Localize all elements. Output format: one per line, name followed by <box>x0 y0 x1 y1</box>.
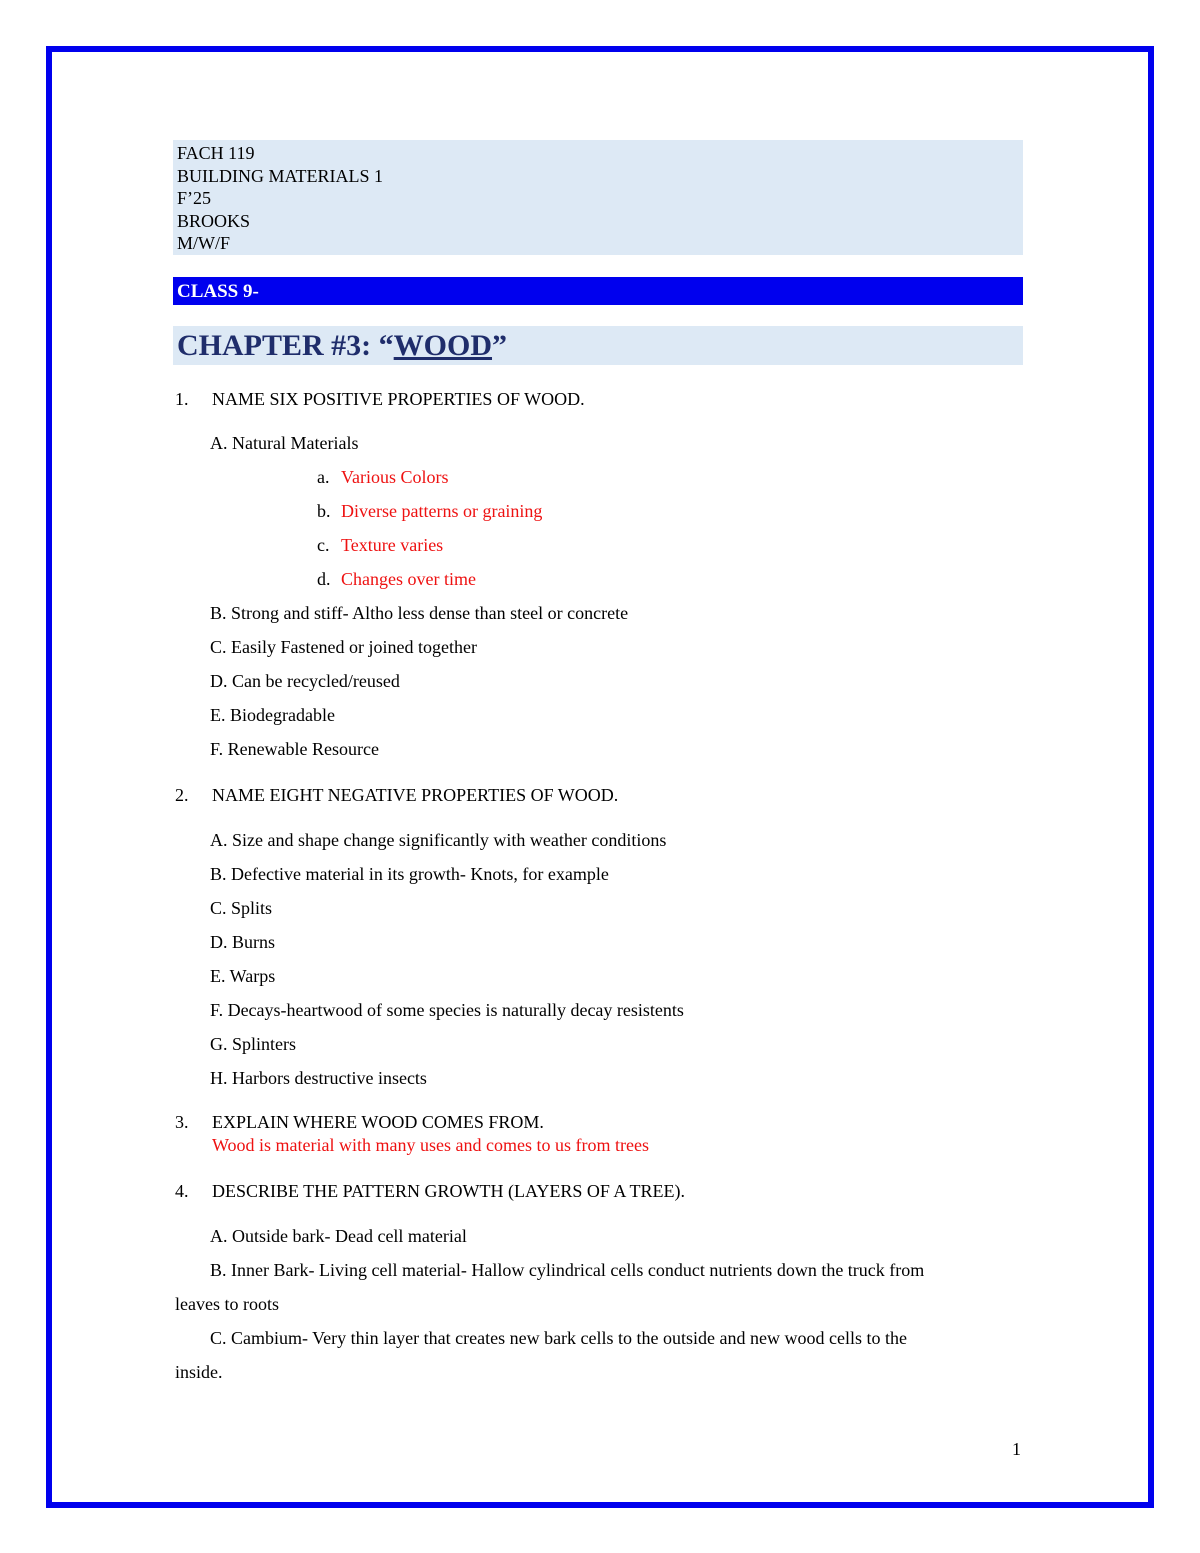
sub-letter: c. <box>317 535 330 555</box>
sub-letter: a. <box>317 467 330 487</box>
class-label: CLASS 9- <box>173 277 1023 305</box>
course-header <box>173 140 1023 255</box>
q2-item: F. Decays-heartwood of some species is naturally decay resistents <box>210 1000 684 1020</box>
q2-item: D. Burns <box>210 932 276 952</box>
q1-item: B. Strong and stiff- Altho less dense than steel or concrete <box>210 603 629 623</box>
q2-item: H. Harbors destructive insects <box>210 1068 427 1088</box>
sub-text: Diverse patterns or graining <box>341 501 543 521</box>
q4-item-c-cont: inside. <box>175 1362 223 1382</box>
q4-item-b-cont: leaves to roots <box>175 1294 279 1314</box>
q1-item: F. Renewable Resource <box>210 739 380 759</box>
page-number: 1 <box>1012 1439 1021 1459</box>
chapter-word: WOOD <box>393 329 493 362</box>
question-number: 4. <box>175 1181 189 1201</box>
q2-item: G. Splinters <box>210 1034 297 1054</box>
sub-letter: b. <box>317 501 331 521</box>
q1-sub-item <box>317 534 443 556</box>
page-border <box>46 46 1154 1508</box>
question-4 <box>175 1180 685 1202</box>
q4-item-a: A. Outside bark- Dead cell material <box>210 1226 467 1246</box>
instructor-name: BROOKS <box>177 210 251 231</box>
question-number: 2. <box>175 785 189 805</box>
sub-text: Texture varies <box>341 535 444 555</box>
q1-item: C. Easily Fastened or joined together <box>210 637 477 657</box>
q1-item: D. Can be recycled/reused <box>210 671 400 691</box>
question-text: DESCRIBE THE PATTERN GROWTH (LAYERS OF A TREE). <box>212 1181 686 1201</box>
q1-item-a: A. Natural Materials <box>210 433 359 453</box>
chapter-suffix: ” <box>492 329 508 362</box>
sub-text: Changes over time <box>341 569 476 589</box>
q4-item-c: C. Cambium- Very thin layer that creates new bark cells to the outside and new wood cells to the <box>210 1328 907 1348</box>
class-days: M/W/F <box>177 233 231 254</box>
course-code: FACH 119 <box>177 143 255 163</box>
q4-item-b: B. Inner Bark- Living cell material- Hallow cylindrical cells conduct nutrients down the truck from <box>210 1260 925 1280</box>
question-number: 3. <box>175 1112 189 1132</box>
sub-letter: d. <box>317 569 331 589</box>
q1-sub-item <box>317 466 449 488</box>
question-text: NAME SIX POSITIVE PROPERTIES OF WOOD. <box>212 389 585 409</box>
question-3 <box>175 1111 544 1133</box>
q2-item: E. Warps <box>210 966 276 986</box>
q1-sub-item <box>317 500 542 522</box>
sub-text: Various Colors <box>341 467 449 487</box>
question-text: EXPLAIN WHERE WOOD COMES FROM. <box>212 1112 544 1132</box>
q2-item: B. Defective material in its growth- Knots, for example <box>210 864 609 884</box>
question-text: NAME EIGHT NEGATIVE PROPERTIES OF WOOD. <box>212 785 619 805</box>
course-title: BUILDING MATERIALS 1 <box>177 165 383 186</box>
q3-answer: Wood is material with many uses and comes to us from trees <box>212 1135 649 1155</box>
q1-item: E. Biodegradable <box>210 705 335 725</box>
chapter-prefix: CHAPTER #3: “ <box>177 329 394 362</box>
question-1 <box>175 388 585 410</box>
q1-sub-item <box>317 568 476 590</box>
chapter-title <box>173 326 1023 365</box>
q2-item: C. Splits <box>210 898 273 918</box>
question-number: 1. <box>175 389 189 409</box>
course-term: F’25 <box>177 188 212 209</box>
q2-item: A. Size and shape change significantly with weather conditions <box>210 830 667 850</box>
question-2 <box>175 784 618 806</box>
